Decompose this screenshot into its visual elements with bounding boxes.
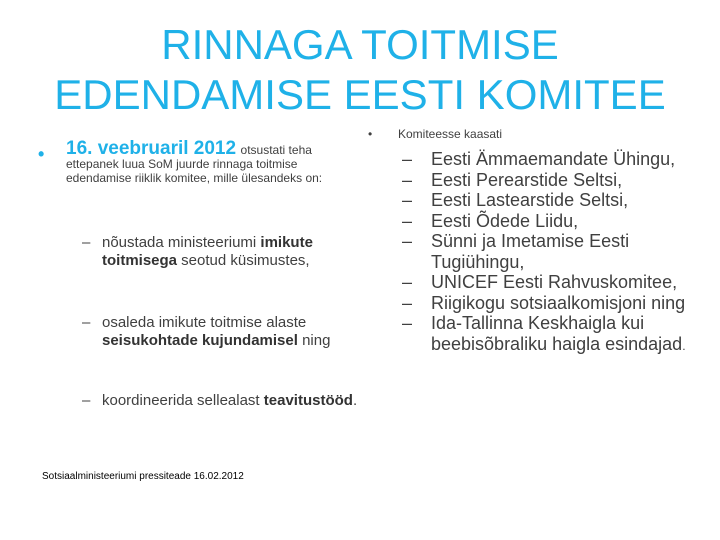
list-item — [402, 293, 692, 314]
member-name: UNICEF Eesti Rahvuskomitee, — [431, 272, 678, 292]
list-item — [402, 190, 692, 211]
dash-icon: – — [82, 234, 91, 251]
member-list — [402, 149, 692, 356]
task-suffix: seotud küsimustes, — [177, 252, 310, 269]
task-prefix: osaleda imikute toitmise alaste — [102, 314, 307, 331]
list-item — [402, 231, 692, 272]
dash-icon: – — [402, 292, 413, 313]
list-item — [402, 313, 692, 356]
source-note: Sotsiaalministeeriumi pressiteade 16.02.2012 — [42, 471, 244, 482]
slide-title-line-1: RINNAGA TOITMISE — [161, 21, 559, 68]
dash-icon: – — [402, 272, 413, 292]
dash-icon: – — [82, 392, 91, 409]
task-suffix: . — [352, 392, 358, 409]
list-item — [402, 170, 692, 191]
slide-title — [0, 20, 720, 120]
bullet-icon: • — [368, 127, 373, 141]
dash-icon: – — [402, 169, 413, 190]
member-name: Eesti Ämmaemandate Ühingu, — [431, 149, 676, 169]
member-name: Eesti Lastearstide Seltsi, — [431, 190, 629, 210]
task-item — [82, 314, 362, 350]
right-heading: Komiteesse kaasati — [398, 127, 503, 141]
task-item — [82, 234, 362, 270]
slide-title-line-2: EDENDAMISE EESTI KOMITEE — [54, 71, 666, 118]
left-main-bullet — [38, 138, 353, 185]
dash-icon: – — [402, 190, 413, 210]
list-end-period: . — [682, 338, 686, 353]
member-name: Eesti Perearstide Seltsi, — [431, 169, 623, 190]
task-prefix: nõustada ministeeriumi — [102, 234, 261, 251]
dash-icon: – — [402, 149, 413, 169]
task-bold: imikute toitmisega — [102, 234, 313, 269]
member-name: Riigikogu sotsiaalkomisjoni ning — [431, 292, 686, 313]
left-main-text — [66, 138, 353, 185]
list-item — [402, 211, 692, 232]
dash-icon: – — [402, 210, 413, 231]
member-name: Sünni ja Imetamise Eesti Tugiühingu, — [431, 231, 630, 272]
dash-icon: – — [82, 314, 91, 331]
list-item — [402, 149, 692, 170]
dash-icon: – — [402, 231, 413, 251]
task-item — [82, 392, 362, 410]
task-suffix: ning — [297, 332, 331, 349]
member-name: Ida-Tallinna Keskhaigla kui beebisõbraliku haigla esindajad — [431, 313, 683, 354]
decision-date: 16. veebruaril 2012 — [66, 138, 237, 159]
member-name: Eesti Õdede Liidu, — [431, 210, 579, 231]
list-item — [402, 272, 692, 293]
task-bold: seisukohtade kujundamisel — [102, 332, 298, 349]
bullet-icon: • — [38, 144, 45, 164]
decision-intro: otsustati teha ettepanek luua SoM juurde rinnaga toitmise edendamise riiklik komitee, mille ülesandeks on: — [66, 143, 323, 185]
task-bold: teavitustööd — [263, 392, 353, 409]
task-prefix: koordineerida sellealast — [102, 392, 264, 409]
dash-icon: – — [402, 313, 413, 333]
